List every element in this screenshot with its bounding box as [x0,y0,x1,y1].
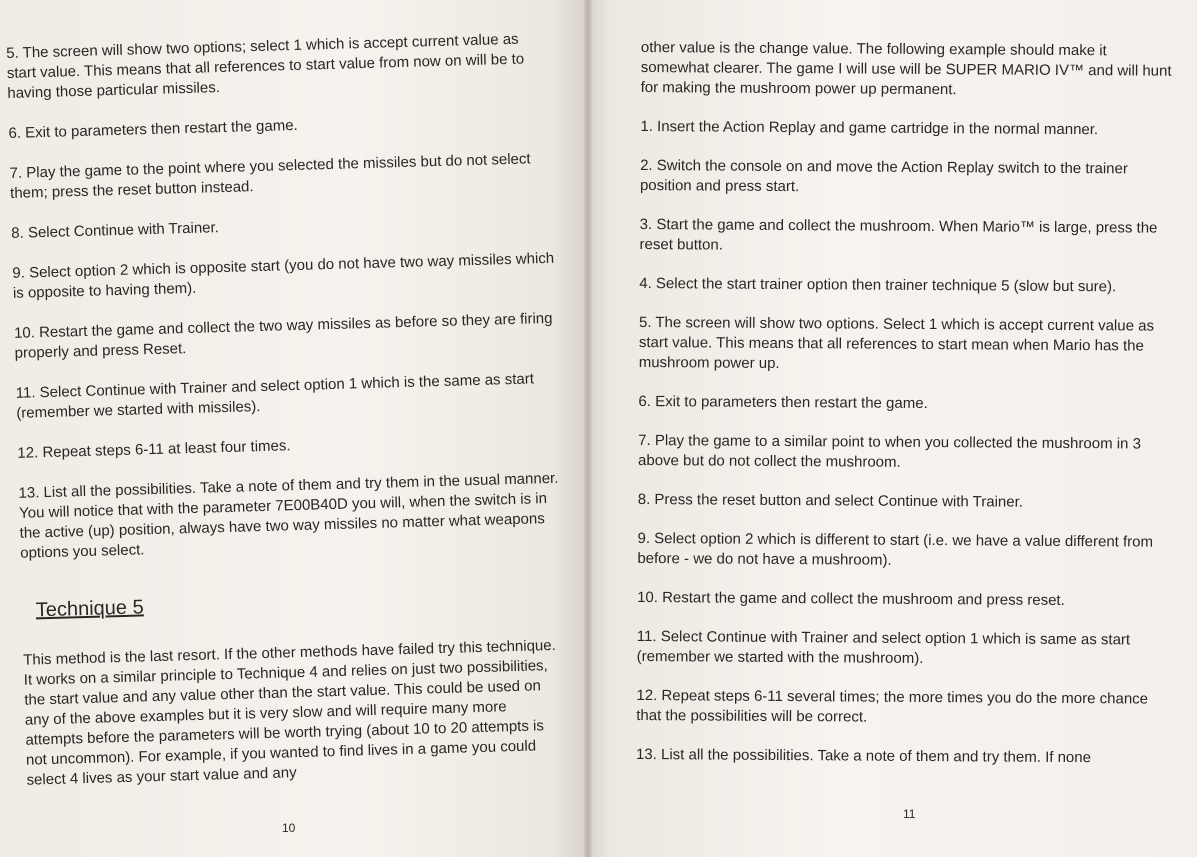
paragraph: 12. Repeat steps 6-11 several times; the more times you do the more chance that the possibilities will be correct. [636,686,1149,726]
paragraph: 13. List all the possibilities. Take a note of them and try them. If none [635,745,1092,767]
paragraph: 13. List all the possibilities. Take a note of them and try them in the usual manner. You will notice that with the parameter 7E00B40D you will, when the switch is in the active (up) position, always have two way missiles no matter what weapons options you select. [18,469,559,562]
right-page-text [636,38,1177,769]
paragraph: 6. Exit to parameters then restart the game. [8,116,298,142]
paragraph: 7. Play the game to a similar point to when you collected the mushroom in 3 above but do not collect the mushroom. [637,431,1142,471]
paragraph: 6. Exit to parameters then restart the game. [638,392,928,413]
paragraph: 5. The screen will show two options. Select 1 which is accept current value as start value. This means that all references to start mean when Mario has the mushroom power up. [638,313,1155,372]
paragraph: 9. Select option 2 which is different to start (i.e. we have a value different from before - we do not have a mushroom). [637,529,1154,569]
paragraph: 8. Press the reset button and select Continue with Trainer. [637,490,1024,511]
right-page [586,0,1197,857]
paragraph: 11. Select Continue with Trainer and select option 1 which is the same as start (remember we started with missiles). [15,370,535,422]
section-heading: Technique 5 [35,596,144,622]
paragraph: 12. Repeat steps 6-11 at least four times. [17,437,291,462]
paragraph: 2. Switch the console on and move the Action Replay switch to the trainer position and press start. [639,156,1128,196]
page-number-left: 10 [282,821,296,835]
left-page [0,0,586,857]
left-page-text [6,29,569,791]
paragraph: 10. Restart the game and collect the two way missiles as before so they are firing properly and press Reset. [13,309,553,362]
page-number-right: 11 [903,807,916,821]
paragraph: 3. Start the game and collect the mushroom. When Mario™ is large, press the reset button. [639,215,1158,254]
paragraph: 5. The screen will show two options; select 1 which is accept current value as start value. This means that all references to start value from now on will be to having those particular missiles. [6,30,525,102]
paragraph: 4. Select the start trainer option then trainer technique 5 (slow but sure). [639,274,1117,296]
paragraph: 10. Restart the game and collect the mushroom and press reset. [637,588,1065,609]
paragraph: 1. Insert the Action Replay and game cartridge in the normal manner. [640,117,1099,139]
paragraph: 9. Select option 2 which is opposite start (you do not have two way missiles which is opposite to having them). [12,249,555,302]
paragraph: This method is the last resort. If the other methods have failed try this technique. It works on a similar principle to Technique 4 and relies on just two possibilities, the start value and any value other than the start value. This could be used on any of the above examples but it is very slow and will require many more attempts before the parameters will be worth trying (about 10 to 20 attempts is not uncommon). For example, if you wanted to find lives in a game you could select 4 lives as your start value and any [22,636,557,789]
paragraph: 7. Play the game to the point where you selected the missiles but do not select them; press the reset button instead. [9,150,531,202]
paragraph: other value is the change value. The following example should make it somewhat clearer. The game I will use will be SUPER MARIO IV™ and will hunt for making the mushroom power up permanent. [640,38,1172,99]
book-spine [584,0,592,857]
paragraph: 8. Select Continue with Trainer. [11,219,220,242]
paragraph: 11. Select Continue with Trainer and select option 1 which is same as start (remember we started with the mushroom). [636,627,1131,667]
